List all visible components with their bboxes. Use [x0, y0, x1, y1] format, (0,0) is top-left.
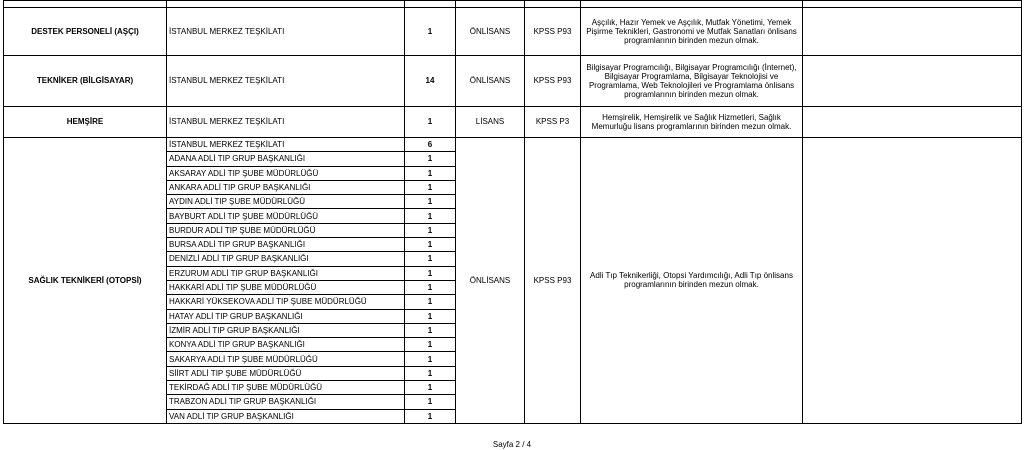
education-cell: ÖNLİSANS — [456, 8, 525, 56]
education-cell: ÖNLİSANS — [456, 56, 525, 107]
count-cell: 1 — [405, 352, 456, 366]
positions-table — [3, 0, 1022, 424]
kpss-cell: KPSS P93 — [525, 8, 581, 56]
count-cell: 14 — [405, 56, 456, 107]
count-cell: 1 — [405, 395, 456, 409]
kpss-cell: KPSS P3 — [525, 107, 581, 138]
count-cell: 6 — [405, 138, 456, 152]
count-cell: 1 — [405, 266, 456, 280]
count-cell: 1 — [405, 366, 456, 380]
notes-cell — [803, 138, 1022, 424]
count-cell: 1 — [405, 280, 456, 294]
count-cell: 1 — [405, 107, 456, 138]
position-cell: HEMŞİRE — [4, 107, 167, 138]
unit-cell: DENİZLİ ADLİ TIP GRUP BAŞKANLIĞI — [167, 252, 405, 266]
kpss-cell: KPSS P93 — [525, 138, 581, 424]
count-cell: 1 — [405, 180, 456, 194]
count-cell: 1 — [405, 223, 456, 237]
notes-cell — [803, 56, 1022, 107]
unit-cell: İSTANBUL MERKEZ TEŞKİLATI — [167, 56, 405, 107]
unit-cell: KONYA ADLİ TIP GRUP BAŞKANLIĞI — [167, 338, 405, 352]
count-cell: 1 — [405, 309, 456, 323]
otopsi-group — [4, 138, 1022, 424]
requirement-cell: Bilgisayar Programcılığı, Bilgisayar Programcılığı (İnternet), Bilgisayar Programlama, Bilgisayar Teknolojisi ve Programlama, Web Teknolojileri ve Programlama önlisans programlarının birinden mezun olmak. — [581, 56, 803, 107]
notes-cell — [803, 107, 1022, 138]
count-cell: 1 — [405, 209, 456, 223]
unit-cell: BURDUR ADLİ TIP ŞUBE MÜDÜRLÜĞÜ — [167, 223, 405, 237]
unit-cell: AKSARAY ADLİ TIP ŞUBE MÜDÜRLÜĞÜ — [167, 166, 405, 180]
count-cell: 1 — [405, 252, 456, 266]
requirement-cell: Adli Tıp Teknikerliği, Otopsi Yardımcılığı, Adli Tıp önlisans programlarının birinden mezun olmak. — [581, 138, 803, 424]
unit-cell: HAKKARİ ADLİ TIP ŞUBE MÜDÜRLÜĞÜ — [167, 280, 405, 294]
count-cell: 1 — [405, 152, 456, 166]
unit-cell: ADANA ADLİ TIP GRUP BAŞKANLIĞI — [167, 152, 405, 166]
unit-cell: ERZURUM ADLİ TIP GRUP BAŞKANLIĞI — [167, 266, 405, 280]
unit-cell: SİİRT ADLİ TIP ŞUBE MÜDÜRLÜĞÜ — [167, 366, 405, 380]
unit-cell: AYDIN ADLİ TIP ŞUBE MÜDÜRLÜĞÜ — [167, 195, 405, 209]
unit-cell: İSTANBUL MERKEZ TEŞKİLATI — [167, 107, 405, 138]
unit-cell: VAN ADLİ TIP GRUP BAŞKANLIĞI — [167, 409, 405, 423]
kpss-cell: KPSS P93 — [525, 56, 581, 107]
unit-cell: İZMİR ADLİ TIP GRUP BAŞKANLIĞI — [167, 323, 405, 337]
notes-cell — [803, 8, 1022, 56]
requirement-cell: Hemşirelik, Hemşirelik ve Sağlık Hizmetleri, Sağlık Memurluğu lisans programlarının birinden mezun olmak. — [581, 107, 803, 138]
requirement-cell: Aşçılık, Hazır Yemek ve Aşçılık, Mutfak Yönetimi, Yemek Pişirme Teknikleri, Gastronomi ve Mutfak Sanatları önlisans programlarının birinden mezun olmak. — [581, 8, 803, 56]
table-row — [4, 56, 1022, 107]
unit-cell: SAKARYA ADLİ TIP ŞUBE MÜDÜRLÜĞÜ — [167, 352, 405, 366]
count-cell: 1 — [405, 195, 456, 209]
count-cell: 1 — [405, 8, 456, 56]
unit-cell: İSTANBUL MERKEZ TEŞKİLATI — [167, 138, 405, 152]
unit-cell: HAKKARİ YÜKSEKOVA ADLİ TIP ŞUBE MÜDÜRLÜĞÜ — [167, 295, 405, 309]
position-cell: DESTEK PERSONELİ (AŞÇI) — [4, 8, 167, 56]
position-cell: SAĞLIK TEKNİKERİ (OTOPSİ) — [4, 138, 167, 424]
count-cell: 1 — [405, 323, 456, 337]
table-row — [4, 8, 1022, 56]
unit-cell: BURSA ADLİ TIP GRUP BAŞKANLIĞI — [167, 238, 405, 252]
count-cell: 1 — [405, 295, 456, 309]
unit-cell: TEKİRDAĞ ADLİ TIP ŞUBE MÜDÜRLÜĞÜ — [167, 381, 405, 395]
count-cell: 1 — [405, 409, 456, 423]
unit-cell: HATAY ADLİ TIP GRUP BAŞKANLIĞI — [167, 309, 405, 323]
page-footer: Sayfa 2 / 4 — [492, 440, 532, 449]
table-row — [4, 138, 1022, 152]
education-cell: LİSANS — [456, 107, 525, 138]
count-cell: 1 — [405, 381, 456, 395]
unit-cell: ANKARA ADLİ TIP GRUP BAŞKANLIĞI — [167, 180, 405, 194]
table-row — [4, 107, 1022, 138]
education-cell: ÖNLİSANS — [456, 138, 525, 424]
count-cell: 1 — [405, 238, 456, 252]
unit-cell: BAYBURT ADLİ TIP ŞUBE MÜDÜRLÜĞÜ — [167, 209, 405, 223]
unit-cell: İSTANBUL MERKEZ TEŞKİLATI — [167, 8, 405, 56]
count-cell: 1 — [405, 338, 456, 352]
count-cell: 1 — [405, 166, 456, 180]
position-cell: TEKNİKER (BİLGİSAYAR) — [4, 56, 167, 107]
top-cutoff-row — [4, 1, 1022, 8]
unit-cell: TRABZON ADLİ TIP GRUP BAŞKANLIĞI — [167, 395, 405, 409]
